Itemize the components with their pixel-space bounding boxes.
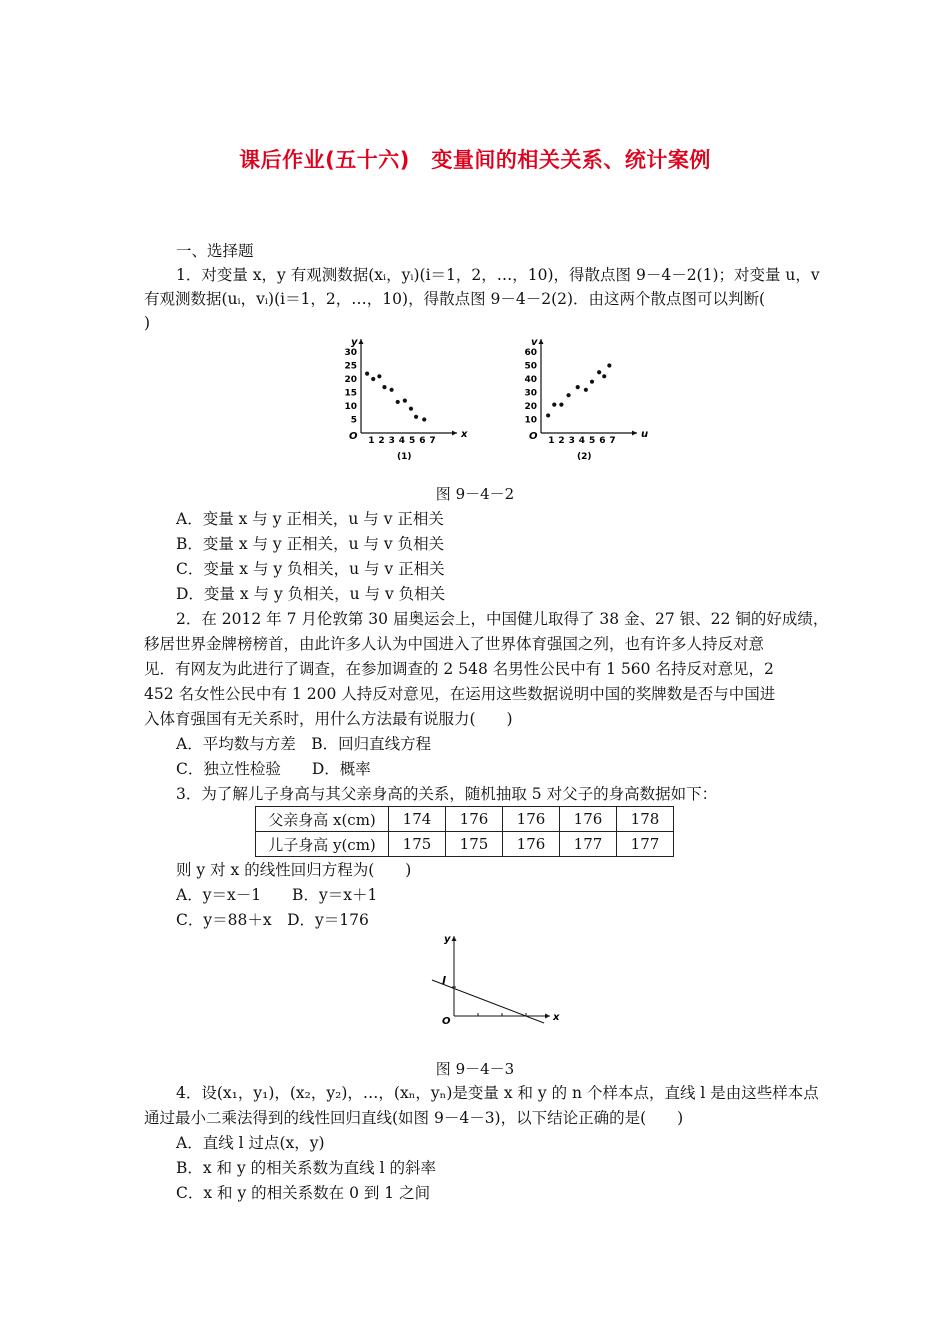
q2-line-1: 2．在 2012 年 7 月伦敦第 30 届奥运会上，中国健儿取得了 38 金、27 银、22 铜的好成绩，	[176, 610, 829, 628]
x-axis-arrow	[452, 431, 457, 436]
y-tick-label: 30	[524, 388, 537, 399]
data-point	[396, 400, 400, 404]
x-tick-label: 3	[568, 436, 575, 446]
data-point	[382, 385, 386, 389]
y-tick-label: 50	[524, 361, 537, 372]
y-tick-label: 30	[344, 348, 357, 358]
data-point	[414, 415, 418, 419]
q1-line-1: 1．对变量 x，y 有观测数据(xᵢ，yᵢ)(i＝1，2，…，10)，得散点图 9－4－2(1)；对变量 u，v	[176, 266, 820, 284]
origin-label: O	[442, 1016, 451, 1027]
data-point	[377, 374, 381, 378]
x-tick-label: 4	[578, 436, 586, 446]
x-tick-label: 1	[548, 436, 555, 446]
q1-option-a: A．变量 x 与 y 正相关，u 与 v 正相关	[176, 510, 444, 528]
q4-option-a: A．直线 l 过点(x，y)	[176, 1134, 325, 1152]
data-point	[409, 407, 413, 411]
table-cell: 父亲身高 x(cm)	[256, 807, 389, 832]
q2-line-5: 入体育强国有无关系时，用什么方法最有说服力( )	[144, 710, 513, 728]
table-cell: 175	[389, 832, 446, 857]
x-axis-label: x	[461, 429, 468, 440]
q1-option-c: C．变量 x 与 y 负相关，u 与 v 正相关	[176, 560, 445, 578]
q4-line-1: 4．设(x₁，y₁)，(x₂，y₂)，…，(xₙ，yₙ)是变量 x 和 y 的 n 个样本点，直线 l 是由这些样本点	[176, 1084, 819, 1102]
table-cell: 176	[446, 807, 503, 832]
section-heading: 一、选择题	[176, 242, 254, 260]
y-tick-label: 40	[524, 375, 537, 385]
q3-intro: 3．为了解儿子身高与其父亲身高的关系，随机抽取 5 对父子的身高数据如下：	[176, 785, 718, 803]
data-point	[607, 363, 611, 367]
line-label: l	[442, 974, 446, 987]
data-point	[566, 393, 570, 397]
x-tick-label: 5	[589, 436, 596, 446]
data-point	[390, 388, 394, 392]
data-point	[584, 388, 588, 392]
table-cell: 178	[617, 807, 674, 832]
x-tick-label: 1	[368, 436, 375, 446]
y-axis-arrow	[539, 339, 544, 344]
figure-caption-9-4-3: 图 9－4－3	[435, 1060, 515, 1078]
y-tick-label: 20	[524, 402, 537, 412]
q2-option-ab: A．平均数与方差 B．回归直线方程	[176, 735, 432, 753]
table-cell: 176	[503, 832, 560, 857]
y-axis-label: y	[444, 934, 451, 945]
q1-option-b: B．变量 x 与 y 正相关，u 与 v 负相关	[176, 535, 445, 553]
x-axis-label: u	[641, 429, 649, 440]
data-point	[552, 403, 556, 407]
scatter-plot-1	[335, 333, 475, 463]
scatter-plot-2	[515, 333, 655, 463]
origin-label: O	[529, 431, 538, 442]
data-point	[403, 399, 407, 403]
origin-label: O	[349, 431, 358, 442]
q4-line-2: 通过最小二乘法得到的线性回归直线(如图 9－4－3)，以下结论正确的是( )	[144, 1109, 684, 1127]
x-tick-label: 2	[558, 436, 565, 446]
data-point	[546, 413, 550, 417]
table-cell: 174	[389, 807, 446, 832]
y-axis-arrow	[452, 936, 457, 941]
y-tick-label: 5	[350, 415, 357, 426]
q2-line-3: 见．有网友为此进行了调查，在参加调查的 2 548 名男性公民中有 1 560 名持反对意见，2	[144, 660, 774, 678]
x-tick-label: 7	[429, 436, 436, 446]
y-tick-label: 60	[524, 348, 537, 358]
q4-option-c: C．x 和 y 的相关系数在 0 到 1 之间	[176, 1184, 431, 1202]
table-cell: 177	[617, 832, 674, 857]
q2-line-2: 移居世界金牌榜榜首，由此许多人认为中国进入了世界体育强国之列，也有许多人持反对意	[144, 635, 765, 653]
q4-option-b: B．x 和 y 的相关系数为直线 l 的斜率	[176, 1159, 436, 1177]
table-row	[256, 832, 674, 857]
data-point	[422, 417, 426, 421]
x-axis-label: x	[553, 1012, 560, 1023]
chart-title: (1)	[397, 452, 412, 462]
x-tick-label: 4	[398, 436, 406, 446]
figure-caption-9-4-2: 图 9－4－2	[435, 485, 515, 503]
data-point	[576, 385, 580, 389]
x-tick-label: 3	[388, 436, 395, 446]
data-point	[590, 380, 594, 384]
q2-line-4: 452 名女性公民中有 1 200 人持反对意见，在运用这些数据说明中国的奖牌数是否与中国进	[144, 685, 776, 703]
table-cell: 176	[560, 807, 617, 832]
q3-option-ab: A．y＝x－1 B．y＝x＋1	[176, 886, 378, 904]
height-table	[255, 806, 674, 857]
x-tick-label: 6	[599, 436, 606, 446]
page-title: 课后作业(五十六) 变量间的相关关系、统计案例	[239, 148, 711, 172]
q1-line-3: )	[144, 314, 151, 332]
table-cell: 175	[446, 832, 503, 857]
x-tick-label: 6	[419, 436, 426, 446]
y-tick-label: 20	[344, 375, 357, 385]
y-tick-label: 15	[344, 388, 357, 399]
table-cell: 176	[503, 807, 560, 832]
data-point	[371, 377, 375, 381]
y-axis-arrow	[359, 339, 364, 344]
data-point	[602, 374, 606, 378]
table-cell: 177	[560, 832, 617, 857]
q1-option-d: D．变量 x 与 y 负相关，u 与 v 负相关	[176, 585, 446, 603]
data-point	[597, 370, 601, 374]
y-tick-label: 10	[344, 402, 357, 412]
x-tick-label: 7	[609, 436, 616, 446]
x-tick-label: 5	[409, 436, 416, 446]
q2-option-cd: C．独立性检验 D．概率	[176, 760, 371, 778]
x-axis-arrow	[632, 431, 637, 436]
y-tick-label: 10	[524, 415, 537, 426]
table-cell: 儿子身高 y(cm)	[256, 832, 389, 857]
y-axis-label: v	[531, 337, 538, 348]
y-axis-label: y	[351, 337, 358, 348]
q3-option-cd: C．y＝88＋x D．y＝176	[176, 911, 369, 929]
q3-question: 则 y 对 x 的线性回归方程为( )	[176, 861, 412, 879]
data-point	[365, 372, 369, 376]
q1-line-2: 有观测数据(uᵢ，vᵢ)(i＝1，2，…，10)，得散点图 9－4－2(2)．由这两个散点图可以判断(	[144, 290, 766, 308]
table-row	[256, 807, 674, 832]
x-tick-label: 2	[378, 436, 385, 446]
data-point	[559, 403, 563, 407]
regression-line-figure	[420, 928, 560, 1028]
y-tick-label: 25	[344, 361, 357, 372]
x-axis-arrow	[545, 1014, 550, 1019]
chart-title: (2)	[577, 452, 592, 462]
